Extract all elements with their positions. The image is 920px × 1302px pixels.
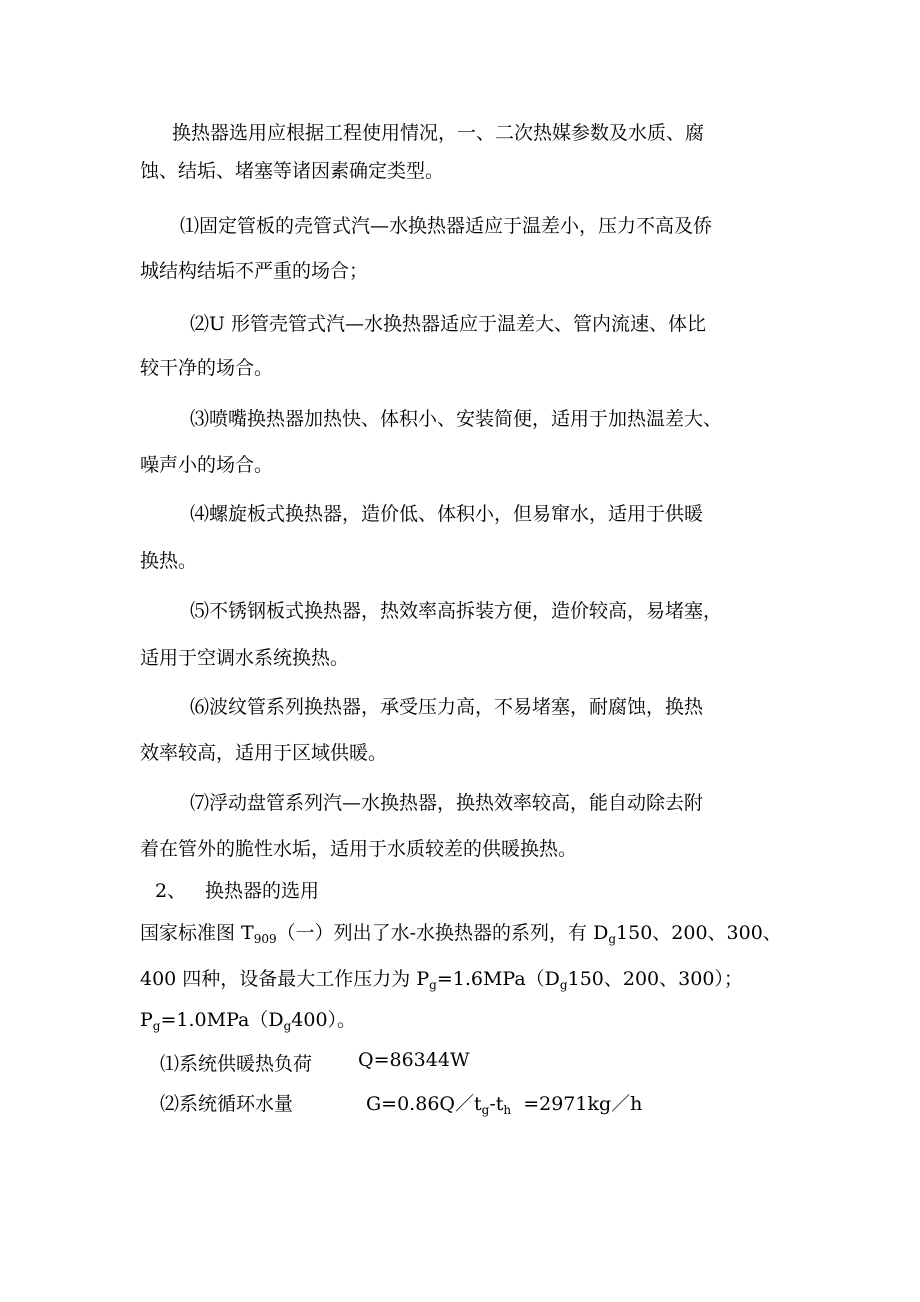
intro-line-2: 蚀、结垢、堵塞等诸因素确定类型。 — [140, 160, 445, 182]
item-1-line-1: ⑴固定管板的壳管式汽—水换热器适应于温差小，压力不高及侨 — [180, 215, 713, 237]
item-5-line-2: 适用于空调水系统换热。 — [140, 647, 350, 669]
calc-q-value: Q=86344W — [358, 1049, 470, 1071]
calc-g-value: $G=0.86Q/t_g-t_h$ =2971kg／h — [366, 1093, 643, 1117]
item-6-line-1: ⑹波纹管系列换热器，承受压力高，不易堵塞，耐腐蚀，换热 — [190, 696, 704, 718]
item-1-line-2: 城结构结垢不严重的场合； — [140, 260, 369, 282]
para-line-3: $P_g=1.0MPa(D_g400)$。 — [140, 1009, 357, 1033]
item-4-line-1: ⑷螺旋板式换热器，造价低、体积小，但易窜水，适用于供暖 — [190, 503, 704, 525]
item-3-line-2: 噪声小的场合。 — [140, 454, 274, 476]
para-line-2: 400 四种，设备最大工作压力为 $P_g=1.6MPa(D_g150$、200、300）； — [140, 968, 743, 992]
item-2-line-1: ⑵U 形管壳管式汽—水换热器适应于温差大、管内流速、体比 — [190, 313, 707, 335]
section-2-title: 换热器的选用 — [205, 880, 320, 902]
item-4-line-2: 换热。 — [140, 550, 198, 572]
item-6-line-2: 效率较高，适用于区域供暖。 — [140, 742, 388, 764]
section-2-number: 2、 — [155, 880, 187, 902]
item-2-line-2: 较干净的场合。 — [140, 357, 274, 379]
item-3-line-1: ⑶喷嘴换热器加热快、体积小、安装简便，适用于加热温差大、 — [190, 408, 723, 430]
calc-q-label: ⑴系统供暖热负荷 — [160, 1053, 313, 1075]
item-7-line-2: 着在管外的脆性水垢，适用于水质较差的供暖换热。 — [140, 838, 578, 860]
item-5-line-1: ⑸不锈钢板式换热器，热效率高拆装方便，造价较高，易堵塞， — [190, 600, 723, 622]
item-7-line-1: ⑺浮动盘管系列汽—水换热器，换热效率较高，能自动除去附 — [190, 792, 704, 814]
para-line-1: 国家标准图 $T_{909}$（一）列出了水-水换热器的系列，有 $D_g150$、200、300、 — [140, 922, 782, 946]
intro-line-1: 换热器选用应根据工程使用情况，一、二次热媒参数及水质、腐 — [172, 122, 705, 144]
calc-g-label: ⑵系统循环水量 — [160, 1093, 294, 1115]
